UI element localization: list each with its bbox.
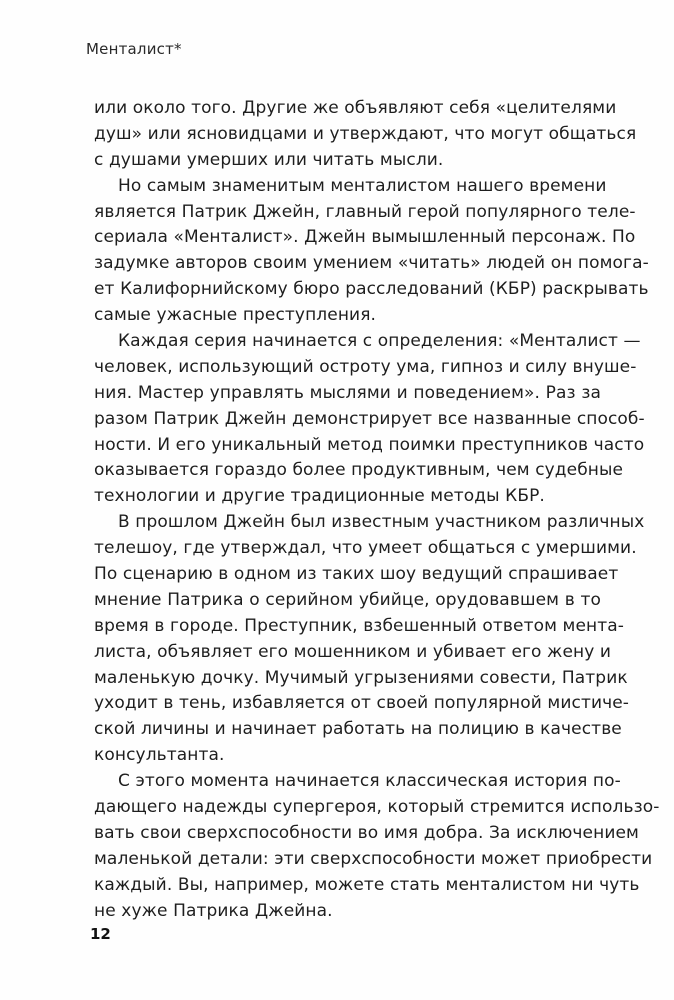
- text-line: маленькой детали: эти сверхспособности может приобрести: [94, 848, 653, 869]
- text-line: В прошлом Джейн был известным участником различных: [118, 512, 645, 533]
- text-line: не хуже Патрика Джейна.: [94, 900, 333, 921]
- text-line: человек, использующий остроту ума, гипноз и силу внуше-: [94, 356, 637, 377]
- text-line: душ» или ясновидцами и утверждают, что могут общаться: [94, 123, 637, 144]
- text-line: Но самым знаменитым менталистом нашего времени: [118, 175, 607, 196]
- text-line: телешоу, где утверждал, что умеет общаться с умершими.: [94, 538, 637, 559]
- text-line: листа, объявляет его мошенником и убивает его жену и: [94, 641, 612, 662]
- text-line: задумке авторов своим умением «читать» людей он помога-: [94, 253, 649, 274]
- text-line: дающего надежды супергероя, который стремится использо-: [94, 797, 660, 818]
- text-line: уходит в тень, избавляется от своей популярной мистиче-: [94, 693, 630, 714]
- text-line: каждый. Вы, например, можете стать менталистом ни чуть: [94, 874, 640, 895]
- text-line: является Патрик Джейн, главный герой популярного теле-: [94, 201, 636, 222]
- text-line: ской личины и начинает работать на полицию в качестве: [94, 719, 622, 740]
- text-line: С этого момента начинается классическая история по-: [118, 771, 621, 792]
- text-line: консультанта.: [94, 745, 225, 766]
- text-line: ет Калифорнийскому бюро расследований (КБР) раскрывать: [94, 279, 649, 300]
- body-text: [94, 96, 660, 925]
- text-line: технологии и другие традиционные методы КБР.: [94, 486, 545, 507]
- running-title: Менталист*: [86, 40, 182, 58]
- text-line: или около того. Другие же объявляют себя «целителями: [94, 98, 617, 118]
- text-line: маленькую дочку. Мучимый угрызениями совести, Патрик: [94, 667, 628, 688]
- text-line: с душами умерших или читать мысли.: [94, 149, 444, 170]
- text-line: мнение Патрика о серийном убийце, орудовавшем в то: [94, 589, 601, 610]
- page-number: 12: [90, 925, 111, 943]
- text-line: самые ужасные преступления.: [94, 305, 377, 326]
- text-line: время в городе. Преступник, взбешенный ответом мента-: [94, 615, 624, 636]
- text-line: По сценарию в одном из таких шоу ведущий спрашивает: [94, 564, 619, 585]
- text-line: оказывается гораздо более продуктивным, чем судебные: [94, 460, 624, 481]
- text-line: ности. И его уникальный метод поимки преступников часто: [94, 434, 645, 455]
- text-line: сериала «Менталист». Джейн вымышленный персонаж. По: [94, 227, 636, 248]
- text-line: разом Патрик Джейн демонстрирует все названные способ-: [94, 408, 645, 429]
- text-line: ния. Мастер управлять мыслями и поведением». Раз за: [94, 382, 601, 403]
- text-line: вать свои сверхспособности во имя добра. За исключением: [94, 822, 639, 843]
- text-line: Каждая серия начинается с определения: «Менталист —: [118, 331, 641, 352]
